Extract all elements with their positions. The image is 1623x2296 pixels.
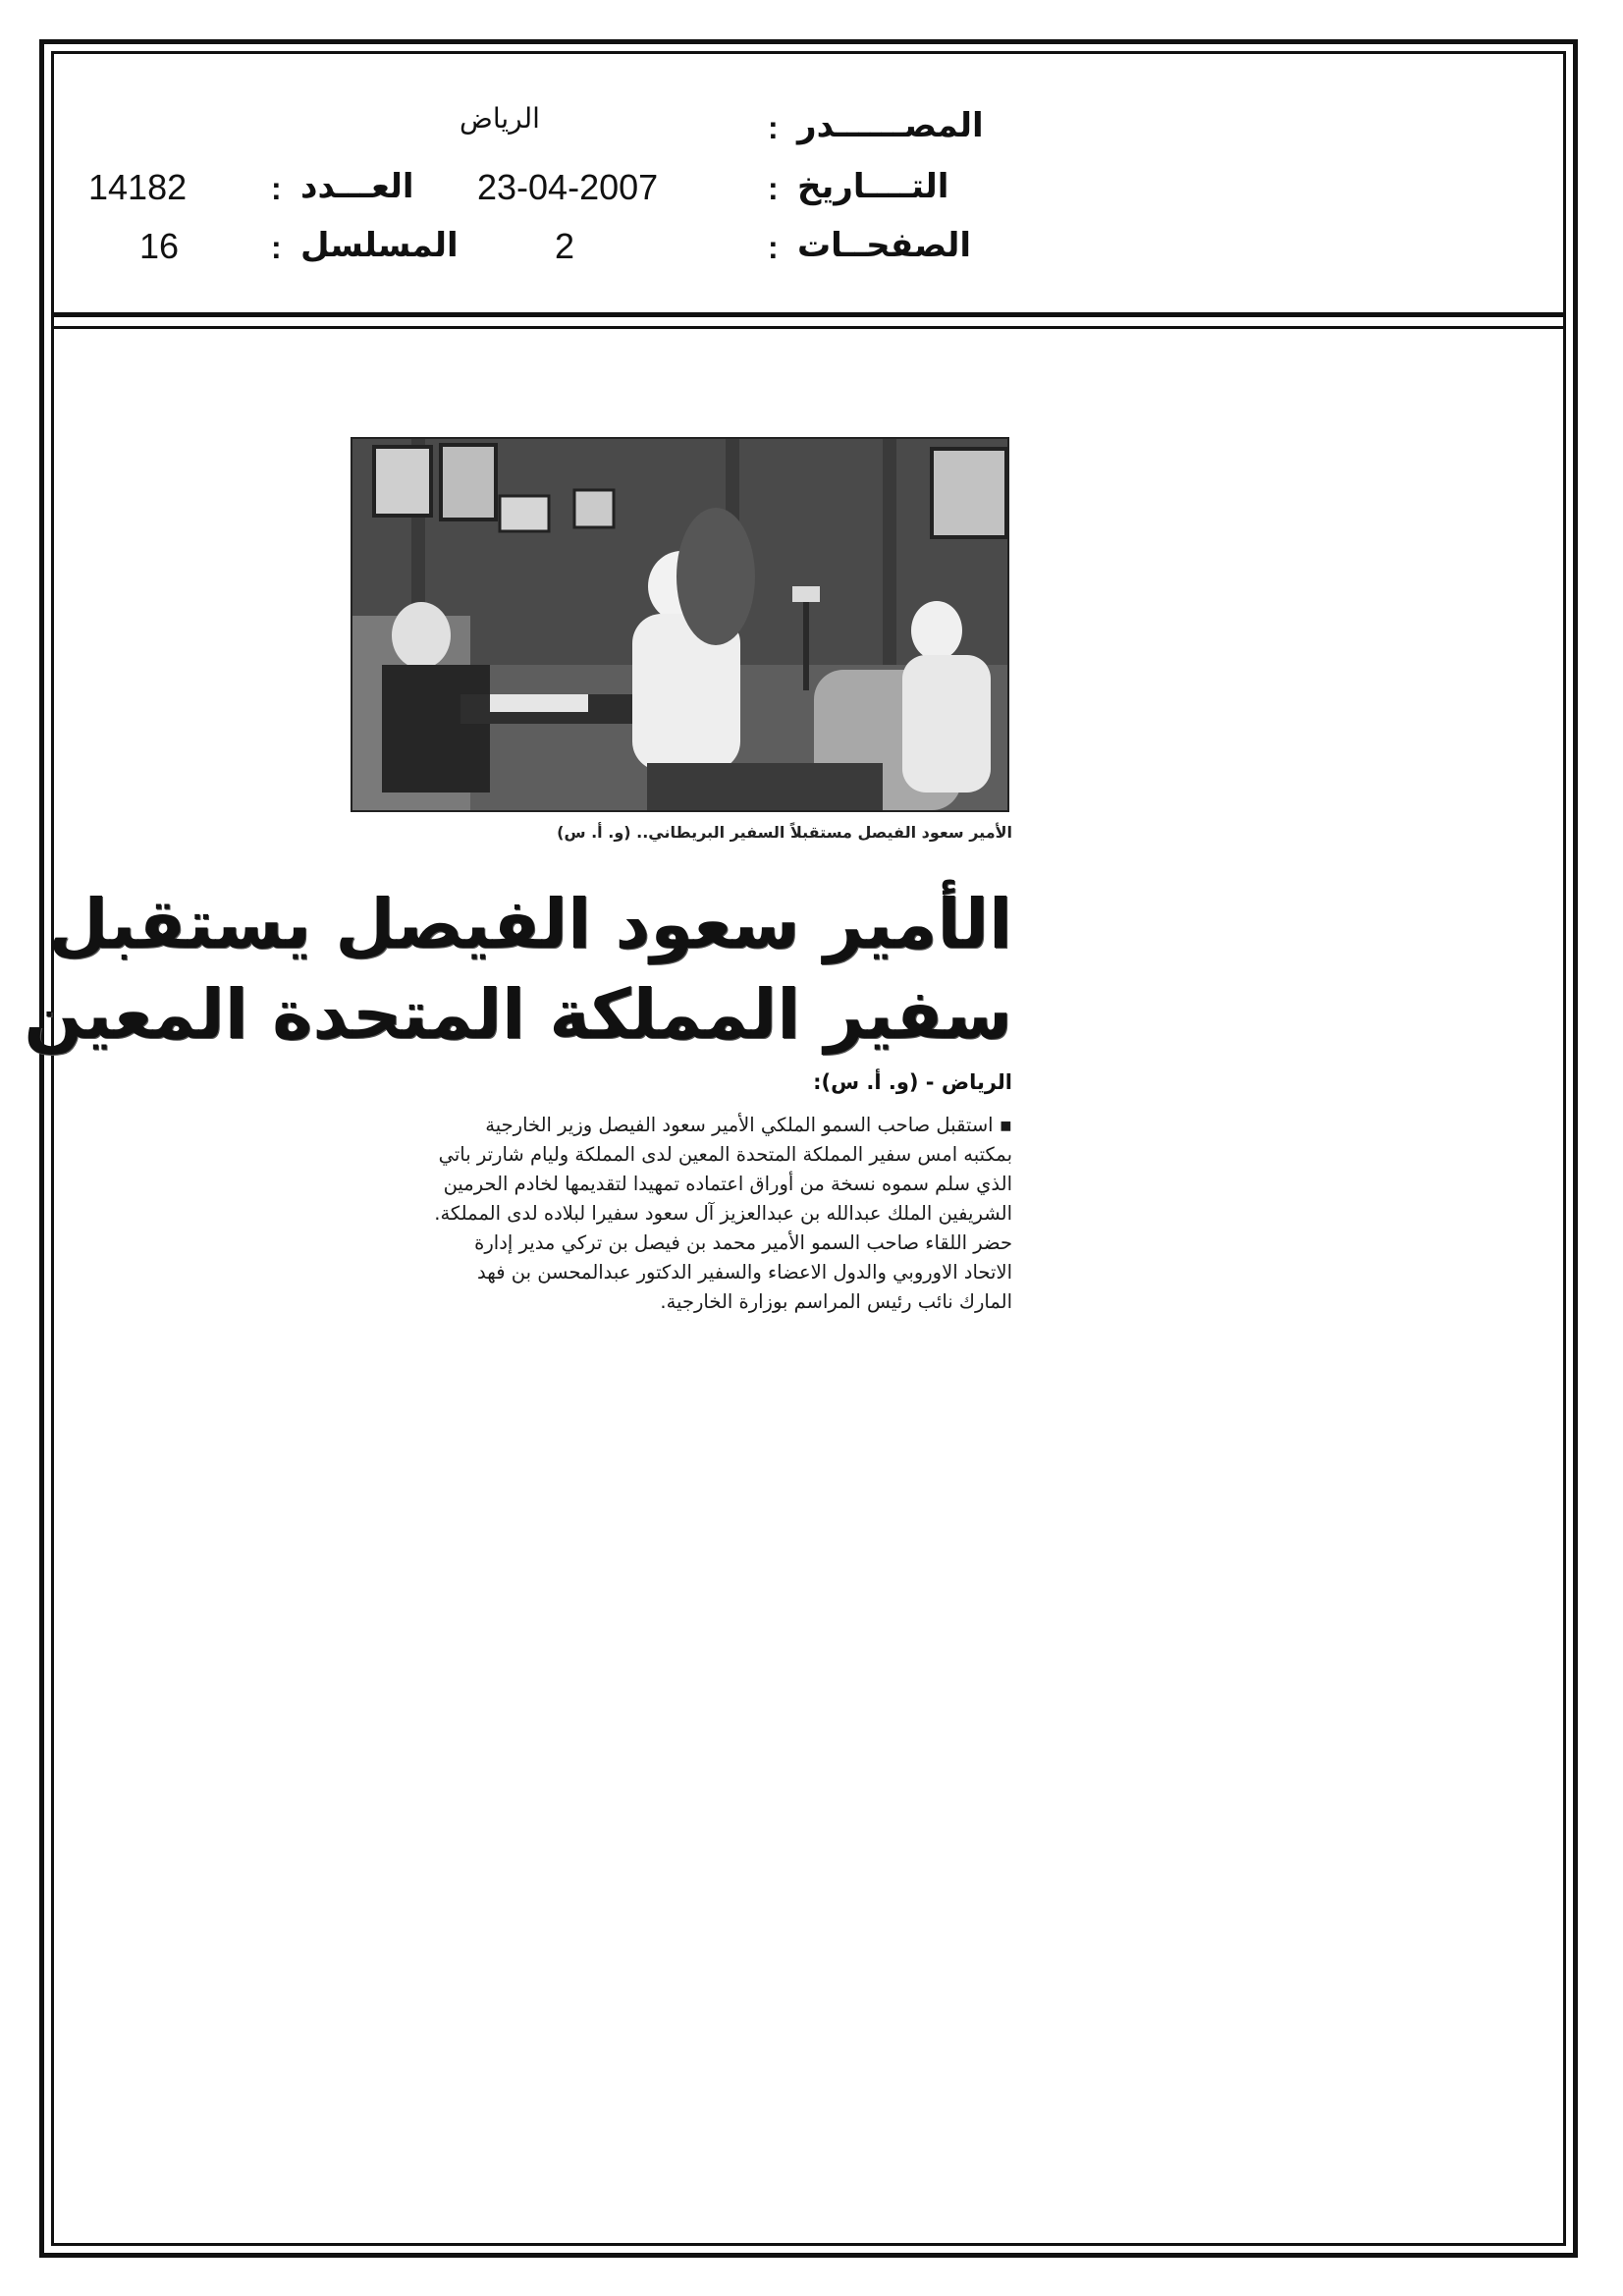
date-value: 23-04-2007 xyxy=(477,167,659,207)
headline-line-2: سفير المملكة المتحدة المعين xyxy=(24,974,1012,1055)
article-body-line: المارك نائب رئيس المراسم بوزارة الخارجية. xyxy=(660,1290,1012,1313)
pages-colon: : xyxy=(768,230,779,265)
issue-label: العـــدد xyxy=(300,167,414,206)
headline-line-1: الأمير سعود الفيصل يستقبل xyxy=(48,884,1012,964)
issue-colon: : xyxy=(271,171,282,206)
article-dateline: الرياض - (و. أ. س): xyxy=(813,1070,1012,1094)
article-body-line: الذي سلم سموه نسخة من أوراق اعتماده تمهيدا لتقديمها لخادم الحرمين xyxy=(443,1173,1012,1195)
article-body-line: بمكتبه امس سفير المملكة المتحدة المعين لدى المملكة وليام شارتر باتي xyxy=(438,1143,1012,1166)
header-divider xyxy=(51,312,1566,317)
source-label: المصــــــدر xyxy=(797,106,984,145)
issue-value: 14182 xyxy=(88,167,188,207)
serial-value: 16 xyxy=(139,226,180,266)
date-colon: : xyxy=(768,171,779,206)
article-body-line: الشريفين الملك عبدالله بن عبدالعزيز آل سعود سفيرا لبلاده لدى المملكة. xyxy=(434,1202,1012,1225)
header-divider-inner xyxy=(51,326,1566,329)
article-body-line: الاتحاد الاوروبي والدول الاعضاء والسفير الدكتور عبدالمحسن بن فهد xyxy=(477,1261,1012,1284)
date-label: التــــاريخ xyxy=(797,167,949,206)
article-body-line: حضر اللقاء صاحب السمو الأمير محمد بن فيصل بن تركي مدير إدارة xyxy=(474,1231,1012,1254)
serial-colon: : xyxy=(271,230,282,265)
source-colon: : xyxy=(768,110,779,145)
photo-caption: الأمير سعود الفيصل مستقبلاً السفير البريطاني.. (و. أ. س) xyxy=(557,823,1012,842)
pages-value: 2 xyxy=(555,226,575,266)
serial-label: المسلسل xyxy=(300,226,459,265)
news-photo xyxy=(351,437,1009,812)
pages-label: الصفحــات xyxy=(797,226,972,265)
source-value: الرياض xyxy=(460,102,540,135)
article-body-line: ▪ استقبل صاحب السمو الملكي الأمير سعود الفيصل وزير الخارجية xyxy=(485,1114,1012,1136)
